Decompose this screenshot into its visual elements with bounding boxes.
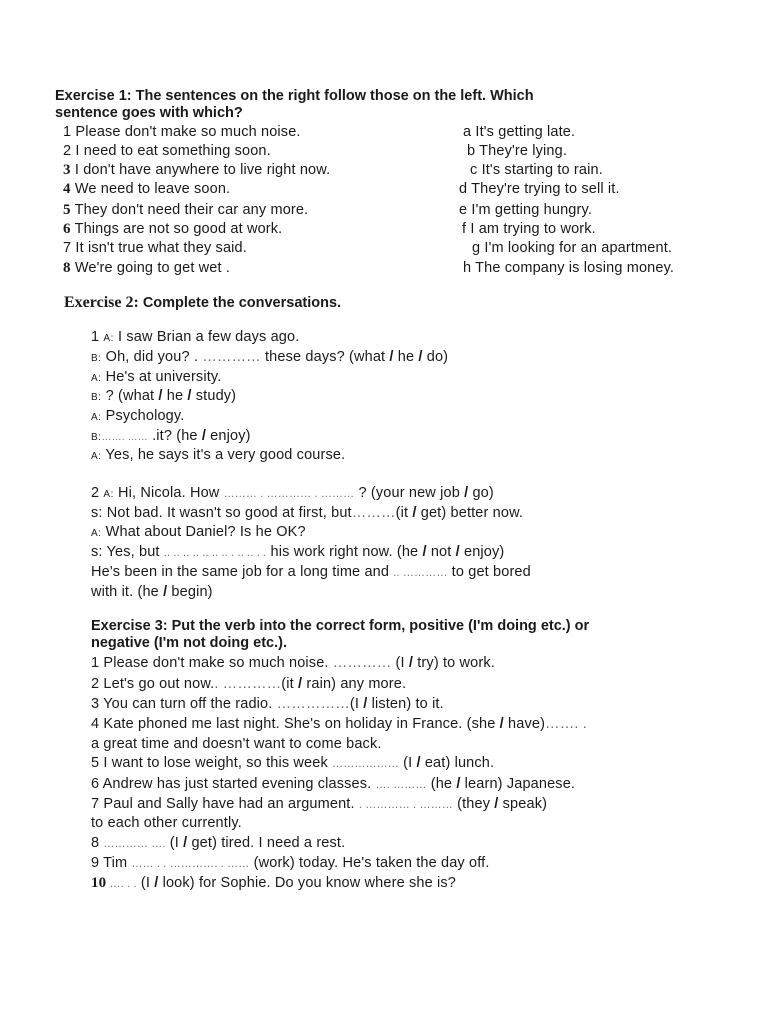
answer-blank: …………… (276, 696, 350, 712)
dialogue-text: enjoy) (206, 428, 251, 444)
item-number: 5 (63, 202, 71, 218)
speaker-label: B: (91, 392, 102, 403)
item-text: (work) today. He's taken the day off. (249, 855, 490, 871)
ex1-right-d: d They're trying to sell it. (459, 181, 620, 197)
answer-blank: .. ………… (393, 567, 448, 579)
speaker-label: s: (91, 505, 103, 521)
speaker-label: A: (91, 528, 102, 539)
ex1-right-b: b They're lying. (467, 143, 568, 159)
speaker-label: s: (91, 544, 103, 560)
item-text: (I (349, 696, 364, 712)
item-text: Things are not so good at work. (74, 221, 283, 237)
ex3-item-7-continued: to each other currently. (91, 815, 242, 831)
conv1-line4 (91, 388, 236, 406)
conv2-line1 (91, 485, 494, 503)
item-number: 4 (63, 181, 71, 197)
speaker-label: A: (91, 451, 102, 462)
answer-blank: . ………… . ……… (358, 799, 453, 811)
answer-blank: ………… (332, 655, 392, 671)
slash-separator: / (298, 676, 303, 692)
slash-separator: / (499, 716, 504, 732)
dialogue-text: I saw Brian a few days ago. (118, 329, 300, 345)
item-text: 3 You can turn off the radio. (91, 696, 277, 712)
answer-blank: …. ……… (375, 779, 427, 791)
slash-separator: / (183, 835, 188, 851)
ex3-item-7 (91, 796, 547, 814)
exercise-3-title-line1: Exercise 3: Put the verb into the correct form, positive (I'm doing etc.) or (91, 618, 590, 634)
item-text: eat) lunch. (420, 755, 495, 771)
dialogue-text: Hi, Nicola. How (118, 485, 224, 501)
conv1-line6 (91, 428, 251, 446)
speaker-label: A: (91, 373, 102, 384)
dialogue-text: What about Daniel? Is he OK? (105, 524, 306, 540)
answer-blank: …. . . (106, 878, 137, 890)
item-text: 9 Tim (91, 855, 132, 871)
item-text: (I (398, 755, 417, 771)
dialogue-text: not (426, 544, 456, 560)
item-text: Please don't make so much noise. (75, 124, 301, 140)
conv1-line2 (91, 349, 448, 367)
ex3-item-3 (91, 696, 444, 713)
conv1-line3 (91, 369, 221, 387)
ex1-left-1 (63, 124, 301, 141)
slash-separator: / (418, 349, 423, 365)
dialogue-text: his work right now. (he (266, 544, 423, 560)
dialogue-text: Not bad. It wasn't so good at first, but (106, 505, 352, 521)
speaker-label: A: (91, 412, 102, 423)
conv1-line5 (91, 408, 184, 426)
answer-blank: ………… (202, 349, 261, 365)
item-text: look) for Sophie. Do you know where she is? (158, 875, 456, 891)
dialogue-text: he (162, 388, 188, 404)
dialogue-text: enjoy) (459, 544, 505, 560)
ex1-left-4 (63, 181, 230, 198)
speaker-label: A: (103, 489, 114, 500)
item-text: learn) Japanese. (460, 776, 576, 792)
item-number: 1 (63, 124, 72, 140)
ex3-item-8 (91, 835, 345, 853)
slash-separator: / (494, 796, 499, 812)
ex3-item-1 (91, 655, 495, 672)
slash-separator: / (201, 428, 206, 444)
ex1-left-8 (63, 260, 230, 277)
ex1-left-6 (63, 221, 282, 238)
conversation-number: 1 (91, 329, 100, 345)
ex3-item-6 (91, 776, 575, 794)
dialogue-text: begin) (167, 584, 213, 600)
ex1-left-5 (63, 202, 308, 219)
exercise-2-label: Exercise 2: (64, 294, 139, 311)
item-text: It isn't true what they said. (75, 240, 247, 256)
exercise-1-title-line1: Exercise 1: The sentences on the right follow those on the left. Which (55, 88, 534, 104)
speaker-label: A: (103, 333, 114, 344)
answer-blank: …… . . …………. . …… (131, 858, 250, 870)
item-text: 4 Kate phoned me last night. She's on holiday in France. (she (91, 716, 500, 732)
ex1-right-c: c It's starting to rain. (470, 162, 603, 178)
item-text: 6 Andrew has just started evening classes. (91, 776, 376, 792)
dialogue-text: Psychology. (105, 408, 185, 424)
item-text: rain) any more. (302, 676, 407, 692)
dialogue-text: study) (191, 388, 237, 404)
item-text: try) to work. (413, 655, 495, 671)
item-text: 1 Please don't make so much noise. (91, 655, 333, 671)
slash-separator: / (163, 584, 168, 600)
item-number: 6 (63, 221, 71, 237)
dialogue-text: he (393, 349, 419, 365)
slash-separator: / (464, 485, 469, 501)
item-text: We're going to get wet . (74, 260, 231, 276)
dialogue-text: Oh, did you? . (105, 349, 203, 365)
ex1-right-a: a It's getting late. (463, 124, 576, 140)
ex3-item-4 (91, 716, 587, 733)
speaker-label: B: (91, 353, 102, 364)
conversation-number: 2 (91, 485, 100, 501)
dialogue-text: He's at university. (105, 369, 222, 385)
exercise-2-title (64, 294, 341, 312)
exercise-3-title-line2: negative (I'm not doing etc.). (91, 635, 287, 651)
dialogue-text: do) (422, 349, 449, 365)
item-text: 2 Let's go out now. (91, 676, 215, 692)
answer-blank: ……… . ………… . ……… (223, 488, 355, 500)
ex3-item-4-continued: a great time and doesn't want to come back. (91, 736, 382, 752)
dialogue-text: go) (468, 485, 494, 501)
item-text: (I (165, 835, 184, 851)
conv2-line5 (91, 564, 531, 582)
ex1-left-2 (63, 143, 271, 160)
answer-blank: ……. . (545, 716, 587, 732)
exercise-1-title (55, 88, 534, 122)
dialogue-text: ? (your new job (354, 485, 465, 501)
item-text: They don't need their car any more. (74, 202, 309, 218)
answer-blank: ……. …… (101, 432, 148, 443)
item-text: 8 (91, 835, 104, 851)
item-text: (I (391, 655, 409, 671)
ex1-right-e: e I'm getting hungry. (459, 202, 592, 218)
dialogue-text: Yes, he says it's a very good course. (105, 447, 346, 463)
ex1-right-g: g I'm looking for an apartment. (472, 240, 673, 256)
ex1-left-3 (63, 162, 330, 179)
item-text: (I (136, 875, 155, 891)
item-text: get) tired. I need a rest. (187, 835, 346, 851)
ex3-item-2 (91, 676, 406, 693)
answer-blank: . ………… (214, 676, 282, 692)
item-text: I don't have anywhere to live right now. (74, 162, 331, 178)
dialogue-text: He's been in the same job for a long time and (91, 564, 394, 580)
item-text: (he (426, 776, 457, 792)
conv2-line2 (91, 505, 523, 522)
item-number: 3 (63, 162, 71, 178)
dialogue-text: to get bored (447, 564, 531, 580)
answer-blank: ……………… (332, 758, 399, 770)
slash-separator: / (158, 388, 163, 404)
dialogue-text: with it. (he (91, 584, 164, 600)
item-text: listen) to it. (367, 696, 444, 712)
dialogue-text: (it (395, 505, 413, 521)
exercise-1-title-line2: sentence goes with which? (55, 105, 243, 121)
item-number: 7 (63, 240, 72, 256)
dialogue-text: get) better now. (416, 505, 524, 521)
ex3-item-5 (91, 755, 494, 773)
answer-blank: ………… …. (103, 838, 166, 850)
dialogue-text: Yes, but (106, 544, 164, 560)
slash-separator: / (455, 544, 460, 560)
ex3-item-10 (91, 875, 456, 893)
answer-blank: .. .. .. .. .. .. .. . .. .. . . (163, 547, 267, 559)
item-text: have) (503, 716, 546, 732)
dialogue-text: .it? (he (147, 428, 202, 444)
item-text: (it (281, 676, 299, 692)
conv2-line4 (91, 544, 504, 562)
slash-separator: / (187, 388, 192, 404)
slash-separator: / (412, 505, 417, 521)
slash-separator: / (154, 875, 159, 891)
ex3-item-9 (91, 855, 490, 873)
item-number: 2 (63, 143, 72, 159)
item-text: We need to leave soon. (74, 181, 231, 197)
item-text: speak) (498, 796, 548, 812)
exercise-2-instruction: Complete the conversations. (142, 295, 342, 311)
slash-separator: / (389, 349, 394, 365)
slash-separator: / (456, 776, 461, 792)
item-text: I need to eat something soon. (75, 143, 271, 159)
speaker-label: B: (91, 432, 102, 443)
slash-separator: / (422, 544, 427, 560)
dialogue-text: ? (what (105, 388, 159, 404)
ex1-right-f: f I am trying to work. (462, 221, 596, 237)
conv1-line7 (91, 447, 345, 465)
conv2-line3 (91, 524, 306, 542)
ex1-right-h: h The company is losing money. (463, 260, 675, 276)
exercise-3-title (91, 618, 589, 652)
item-number: 8 (63, 260, 71, 276)
conv1-line1 (91, 329, 299, 347)
slash-separator: / (416, 755, 421, 771)
item-text: 5 I want to lose weight, so this week (91, 755, 333, 771)
item-number: 10 (91, 875, 107, 891)
slash-separator: / (408, 655, 414, 671)
item-text: (they (452, 796, 495, 812)
conv2-line6 (91, 584, 213, 601)
dialogue-text: these days? (what (260, 349, 390, 365)
answer-blank: ……… (351, 505, 396, 521)
ex1-left-7 (63, 240, 247, 257)
item-text: 7 Paul and Sally have had an argument. (91, 796, 359, 812)
slash-separator: / (363, 696, 368, 712)
